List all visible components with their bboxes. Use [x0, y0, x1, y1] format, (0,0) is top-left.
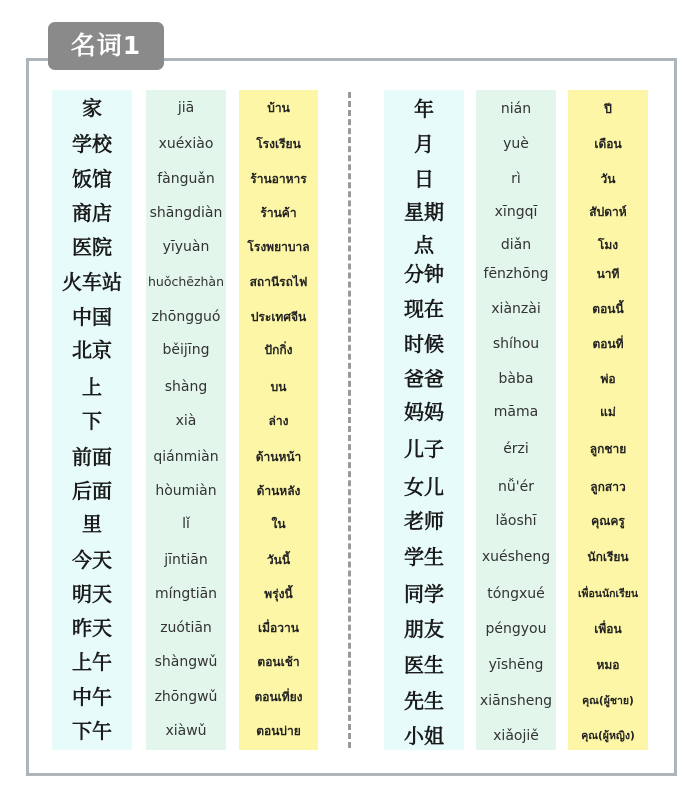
- left-pinyin-cell: shàng: [164, 379, 208, 395]
- left-thai-cell: พรุ่งนี้: [264, 587, 293, 601]
- left-thai-cell: โรงพยาบาล: [247, 240, 310, 254]
- left-thai-cell: วันนี้: [266, 553, 291, 567]
- right-pinyin-cell: bàba: [498, 371, 534, 387]
- right-hanzi-cell: 老师: [404, 509, 444, 533]
- right-pinyin-cell: lǎoshī: [495, 513, 537, 529]
- right-thai-cell: นักเรียน: [587, 550, 629, 564]
- right-hanzi-cell: 时候: [404, 332, 444, 356]
- left-thai-cell: ตอนบ่าย: [256, 724, 301, 738]
- left-thai-cell: ประเทศจีน: [250, 310, 307, 324]
- right-hanzi-cell: 儿子: [404, 437, 444, 461]
- left-hanzi-cell: 上午: [72, 650, 112, 674]
- left-thai-cell: ร้านค้า: [260, 206, 297, 220]
- right-pinyin-cell: rì: [511, 171, 521, 187]
- left-pinyin-cell: yīyuàn: [162, 239, 210, 255]
- right-pinyin-cell: tóngxué: [487, 586, 545, 602]
- right-hanzi-cell: 现在: [404, 297, 444, 321]
- right-pinyin-cell: érzi: [503, 441, 529, 457]
- right-pinyin-column: [476, 90, 556, 750]
- left-thai-cell: โรงเรียน: [256, 137, 301, 151]
- left-pinyin-cell: zhōngwǔ: [154, 689, 218, 705]
- left-pinyin-cell: hòumiàn: [155, 483, 217, 499]
- left-thai-cell: ใน: [271, 517, 286, 531]
- left-hanzi-cell: 昨天: [72, 616, 112, 640]
- left-pinyin-cell: xiàwǔ: [165, 723, 207, 739]
- right-pinyin-cell: shíhou: [492, 336, 540, 352]
- right-pinyin-cell: xiānsheng: [479, 693, 553, 709]
- left-pinyin-cell: xuéxiào: [158, 136, 214, 152]
- right-hanzi-cell: 年: [414, 97, 434, 121]
- right-pinyin-cell: diǎn: [500, 237, 532, 253]
- left-hanzi-cell: 明天: [72, 582, 112, 606]
- left-hanzi-cell: 中午: [72, 685, 112, 709]
- right-thai-cell: โมง: [597, 238, 619, 252]
- right-thai-cell: หมอ: [596, 658, 620, 672]
- right-pinyin-cell: péngyou: [485, 621, 547, 637]
- right-thai-cell: ลูกชาย: [589, 442, 627, 456]
- left-hanzi-cell: 后面: [72, 479, 112, 503]
- left-hanzi-cell: 今天: [72, 548, 112, 572]
- right-pinyin-cell: xuésheng: [481, 549, 551, 565]
- right-thai-cell: นาที: [596, 267, 620, 281]
- left-thai-cell: ตอนเที่ยง: [254, 690, 303, 704]
- right-pinyin-cell: xiǎojiě: [493, 728, 539, 744]
- left-hanzi-column: [52, 90, 132, 750]
- right-hanzi-cell: 同学: [404, 582, 444, 606]
- right-thai-cell: วัน: [600, 172, 616, 186]
- left-pinyin-cell: jiā: [177, 100, 195, 116]
- left-hanzi-cell: 饭馆: [72, 167, 112, 191]
- right-hanzi-cell: 爸爸: [404, 367, 444, 391]
- left-hanzi-cell: 里: [82, 512, 102, 536]
- left-thai-cell: ร้านอาหาร: [250, 172, 307, 186]
- left-hanzi-cell: 下午: [72, 719, 112, 743]
- left-pinyin-cell: fànguǎn: [157, 171, 215, 187]
- right-hanzi-cell: 医生: [404, 653, 444, 677]
- right-thai-cell: ตอนที่: [592, 337, 624, 351]
- right-pinyin-cell: yīshēng: [488, 657, 544, 673]
- right-hanzi-cell: 星期: [404, 200, 444, 224]
- right-hanzi-column: [384, 90, 464, 750]
- right-hanzi-cell: 学生: [404, 545, 444, 569]
- right-pinyin-cell: fēnzhōng: [483, 266, 549, 282]
- left-hanzi-cell: 上: [82, 375, 102, 399]
- left-pinyin-cell: zhōngguó: [151, 309, 221, 325]
- left-hanzi-cell: 火车站: [62, 270, 122, 294]
- left-thai-cell: ปักกิ่ง: [264, 343, 293, 357]
- left-thai-cell: บน: [270, 380, 287, 394]
- right-pinyin-cell: xīngqī: [494, 204, 538, 220]
- right-thai-cell: สัปดาห์: [589, 205, 627, 219]
- left-pinyin-column: [146, 90, 226, 750]
- right-hanzi-cell: 分钟: [404, 262, 444, 286]
- left-pinyin-cell: míngtiān: [154, 586, 218, 602]
- left-pinyin-cell: shāngdiàn: [149, 205, 223, 221]
- right-hanzi-cell: 点: [414, 233, 434, 257]
- right-thai-cell: พ่อ: [600, 372, 616, 386]
- left-thai-cell: บ้าน: [267, 101, 290, 115]
- right-hanzi-cell: 妈妈: [404, 400, 444, 424]
- left-pinyin-cell: zuótiān: [160, 620, 212, 636]
- right-hanzi-cell: 先生: [404, 689, 444, 713]
- left-pinyin-cell: huǒchēzhàn: [147, 274, 225, 289]
- left-pinyin-cell: lǐ: [182, 516, 190, 532]
- left-pinyin-cell: jīntiān: [164, 552, 208, 568]
- right-hanzi-cell: 朋友: [404, 617, 444, 641]
- right-hanzi-cell: 月: [414, 132, 434, 156]
- right-pinyin-cell: māma: [493, 404, 539, 420]
- left-hanzi-cell: 学校: [72, 132, 112, 156]
- left-hanzi-cell: 商店: [72, 201, 112, 225]
- left-hanzi-cell: 家: [82, 96, 102, 120]
- left-thai-cell: ด้านหลัง: [256, 484, 301, 498]
- left-pinyin-cell: běijīng: [162, 342, 210, 358]
- right-pinyin-cell: nǚ'ér: [498, 479, 534, 495]
- right-thai-cell: เพื่อนนักเรียน: [577, 588, 639, 600]
- right-thai-cell: ลูกสาว: [590, 480, 626, 494]
- left-hanzi-cell: 下: [82, 409, 102, 433]
- left-hanzi-cell: 中国: [72, 305, 112, 329]
- right-hanzi-cell: 日: [414, 167, 434, 191]
- right-thai-cell: ตอนนี้: [592, 302, 624, 316]
- left-hanzi-cell: 北京: [72, 338, 112, 362]
- right-pinyin-cell: nián: [500, 101, 532, 117]
- left-thai-cell: ล่าง: [268, 414, 289, 428]
- right-thai-cell: คุณครู: [591, 514, 625, 528]
- column-divider: [348, 92, 351, 748]
- left-thai-cell: สถานีรถไฟ: [249, 275, 308, 289]
- left-thai-cell: เมื่อวาน: [258, 621, 299, 635]
- left-pinyin-cell: qiánmiàn: [153, 449, 219, 465]
- left-pinyin-cell: xià: [175, 413, 197, 429]
- right-thai-cell: คุณ(ผู้ชาย): [582, 695, 634, 707]
- left-pinyin-cell: shàngwǔ: [154, 654, 218, 670]
- right-thai-column: [568, 90, 648, 750]
- right-thai-cell: เดือน: [594, 137, 622, 151]
- left-thai-cell: ด้านหน้า: [255, 450, 302, 464]
- left-hanzi-cell: 医院: [72, 235, 112, 259]
- right-pinyin-cell: yuè: [503, 136, 529, 152]
- right-thai-cell: แม่: [600, 405, 616, 419]
- right-hanzi-cell: 小姐: [404, 724, 444, 748]
- left-thai-column: [239, 90, 318, 750]
- right-thai-cell: เพื่อน: [594, 622, 622, 636]
- right-pinyin-cell: xiànzài: [491, 301, 541, 317]
- left-thai-cell: ตอนเช้า: [257, 655, 300, 669]
- left-hanzi-cell: 前面: [72, 445, 112, 469]
- page-title: 名词1: [48, 22, 164, 70]
- right-hanzi-cell: 女儿: [404, 475, 444, 499]
- right-thai-cell: ปี: [604, 102, 612, 116]
- right-thai-cell: คุณ(ผู้หญิง): [581, 730, 635, 742]
